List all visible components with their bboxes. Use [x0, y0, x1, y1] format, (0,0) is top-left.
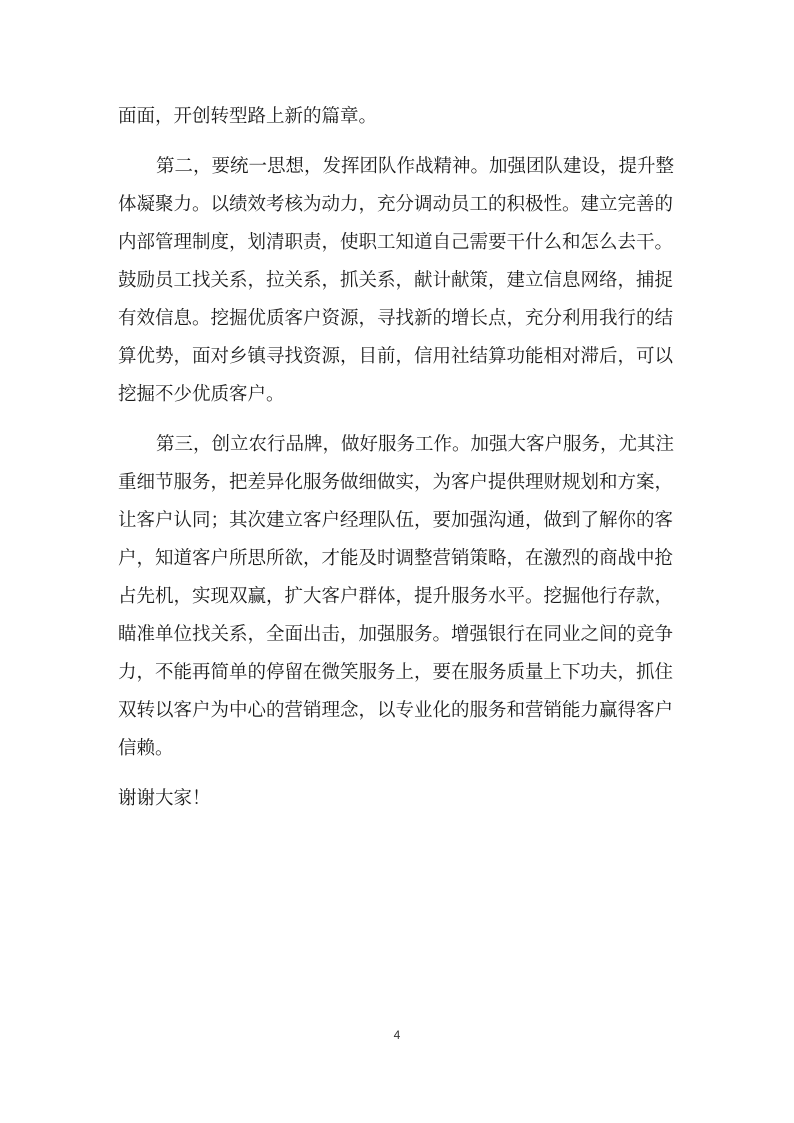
text-line: 户，知道客户所思所欲，才能及时调整营销策略，在激烈的商战中抢	[118, 548, 674, 569]
paragraph-third-point	[118, 426, 678, 768]
text-line: 力，不能再简单的停留在微笑服务上，要在服务质量上下功夫，抓住	[118, 662, 674, 683]
text-line: 瞄准单位找关系，全面出击，加强服务。增强银行在同业之间的竞争	[118, 624, 674, 645]
closing-line: 谢谢大家！	[118, 788, 211, 809]
text-line: 面面，开创转型路上新的篇章。	[118, 106, 378, 127]
text-line: 双转以客户为中心的营销理念，以专业化的服务和营销能力赢得客户	[118, 700, 674, 721]
text-line: 挖掘不少优质客户。	[118, 384, 285, 405]
text-line: 内部管理制度，划清职责，使职工知道自己需要干什么和怎么去干。	[118, 232, 674, 253]
text-line: 体凝聚力。以绩效考核为动力，充分调动员工的积极性。建立完善的	[118, 194, 674, 215]
text-line: 有效信息。挖掘优质客户资源，寻找新的增长点，充分利用我行的结	[118, 308, 674, 329]
paragraph-second-point	[118, 148, 678, 414]
closing-remark	[118, 780, 678, 818]
text-line: 信赖。	[118, 738, 174, 759]
page-number: 4	[393, 1028, 401, 1042]
text-line: 重细节服务，把差异化服务做细做实，为客户提供理财规划和方案，	[118, 472, 674, 493]
text-line: 算优势，面对乡镇寻找资源，目前，信用社结算功能相对滞后，可以	[118, 346, 674, 367]
text-line: 第三，创立农行品牌，做好服务工作。加强大客户服务，尤其注	[156, 434, 675, 455]
paragraph-continuation	[118, 98, 678, 136]
document-body	[118, 98, 678, 818]
text-line: 第二，要统一思想，发挥团队作战精神。加强团队建设，提升整	[156, 156, 675, 177]
text-line: 让客户认同；其次建立客户经理队伍，要加强沟通，做到了解你的客	[118, 510, 674, 531]
text-line: 占先机，实现双赢，扩大客户群体，提升服务水平。挖掘他行存款，	[118, 586, 674, 607]
text-line: 鼓励员工找关系，拉关系，抓关系，献计献策，建立信息网络，捕捉	[118, 270, 674, 291]
